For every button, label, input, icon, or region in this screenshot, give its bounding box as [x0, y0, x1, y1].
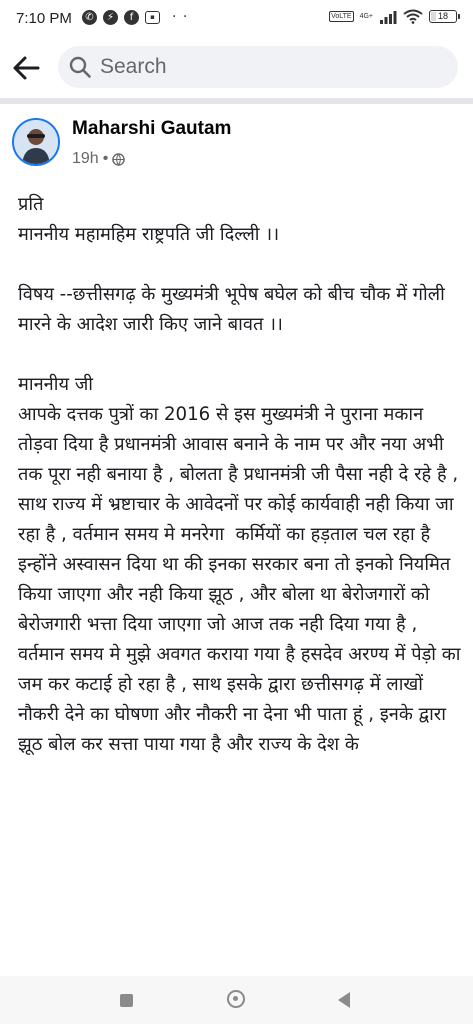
search-icon — [68, 55, 92, 79]
post-time[interactable]: 19h — [72, 150, 99, 167]
network-type: 4G+ — [359, 13, 373, 20]
post-paragraph-body: माननीय जी आपके दत्तक पुत्रों का 2016 से इस मुख्यमंत्री ने पुराना मकान तोड़वा दिया है प्रधानमंत्री आवास बनाने के नाम पर और नया अभी तक पूरा नही बनाया है , बोलता है प्रधानमंत्री जी पैसा नही दे रहे है , साथ राज्य में भ्रष्टाचार के आवेदनों पर कोई कार्यवाही नही किया जा रहा है , वर्तमान समय मे मनरेगा कर्मियों का हड़ताल चल रहा है इन्होंने अस्वासन दिया था की इनका सरकार बना तो इनको नियमित किया जाएगा और नही किया झूठ , और बोला था बेरोजगारों को बेरोजगारी भत्ता दिया जाएगा जो आज तक नही दिया गया है , वर्तमान समय मे मुझे अवगत कराया गया है हसदेव अरण्य में पेड़ो का जम कर कटाई हो रहा है , साथ इसके द्वारा छत्तीसगढ़ में लाखों नौकरी देने का घोषणा और नौकरी ना देना भी पाता हूं , इनके द्वारा झूठ बोल कर सत्ता पाया गया है और राज्य के देश के — [18, 374, 461, 755]
facebook-icon: f — [124, 10, 139, 25]
messenger-icon: ⚡ — [103, 10, 118, 25]
post-paragraph-subject: विषय --छत्तीसगढ़ के मुख्यमंत्री भूपेष बघेल को बीच चौक में गोली मारने के आदेश जारी किए जाने बावत ।। — [18, 284, 451, 335]
battery-level: 18 — [437, 11, 448, 21]
profile-photo-icon — [14, 120, 58, 164]
signal-icon — [379, 10, 397, 24]
volte-icon: VoLTE — [331, 13, 352, 20]
post-meta — [72, 150, 125, 168]
recent-apps-icon[interactable] — [120, 994, 133, 1007]
whatsapp-icon: ✆ — [82, 10, 97, 25]
meta-separator: • — [102, 150, 109, 167]
search-input[interactable] — [100, 46, 440, 88]
top-bar — [0, 40, 473, 96]
globe-icon — [112, 153, 125, 166]
system-nav-bar — [0, 976, 473, 1024]
status-time: 7:10 PM — [16, 10, 72, 27]
search-box[interactable] — [58, 46, 458, 88]
gallery-icon: ▪ — [145, 11, 160, 24]
system-icons — [329, 9, 457, 24]
notification-icons — [82, 9, 188, 25]
wifi-icon — [403, 9, 423, 24]
back-button[interactable] — [10, 52, 44, 84]
avatar[interactable] — [12, 118, 60, 166]
post-paragraph-salutation: प्रति माननीय महामहिम राष्ट्रपति जी दिल्ली ।। — [18, 194, 280, 245]
overflow-dots: · · — [172, 9, 189, 25]
back-triangle-icon[interactable] — [338, 992, 350, 1008]
arrow-left-icon — [10, 52, 44, 84]
battery-icon — [429, 10, 457, 23]
author-name[interactable]: Maharshi Gautam — [72, 118, 232, 139]
post-header — [0, 104, 473, 174]
status-bar — [0, 0, 473, 40]
post-text — [18, 190, 463, 760]
home-icon[interactable] — [227, 990, 245, 1008]
